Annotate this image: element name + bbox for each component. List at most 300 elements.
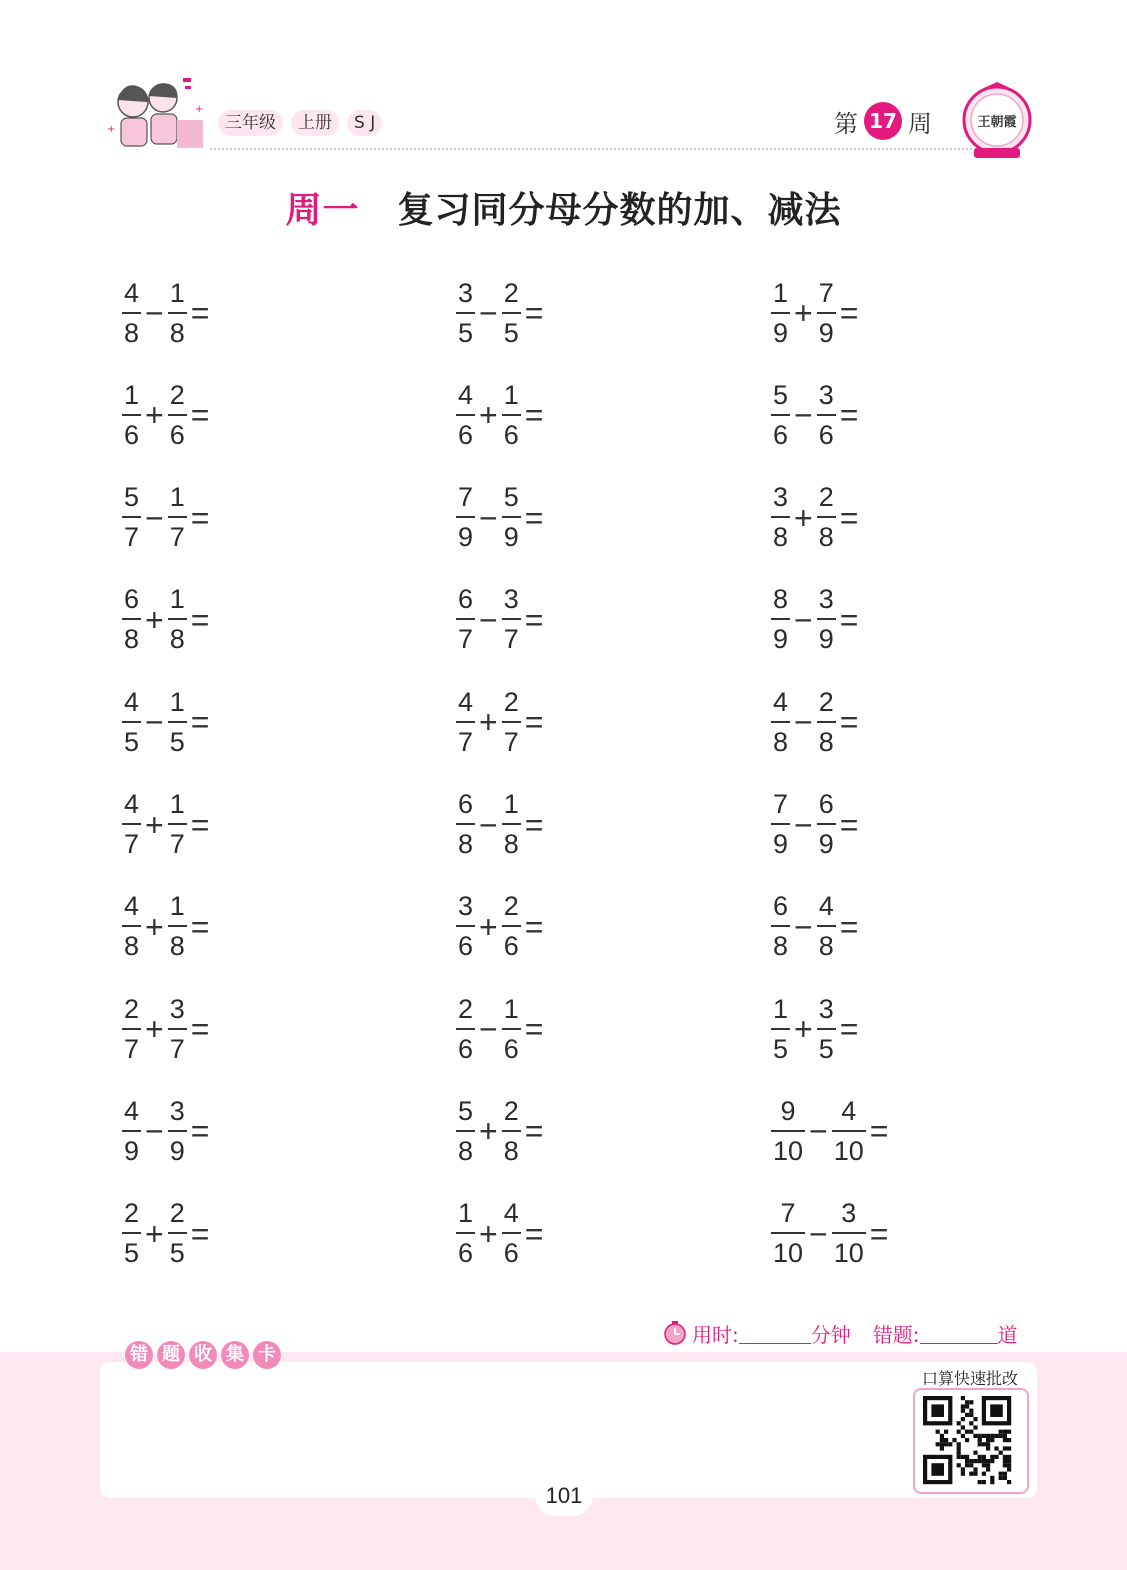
fraction-b — [168, 277, 187, 348]
numerator: 4 — [124, 277, 140, 308]
fraction-b — [817, 586, 836, 653]
operator: − — [794, 806, 813, 843]
numerator: 7 — [773, 789, 789, 819]
denominator: 10 — [773, 1238, 804, 1269]
fraction-a — [456, 791, 475, 858]
denominator: 7 — [169, 1033, 185, 1064]
numerator: 3 — [841, 1198, 857, 1229]
numerator: 2 — [124, 1198, 140, 1229]
fraction-a — [456, 379, 475, 450]
numerator: 4 — [458, 379, 474, 410]
fraction-a — [122, 277, 141, 348]
fraction-a — [122, 1200, 141, 1267]
denominator: 10 — [773, 1135, 804, 1166]
denominator: 9 — [773, 829, 789, 859]
numerator: 1 — [169, 584, 185, 615]
fraction-b — [168, 586, 187, 653]
denominator: 8 — [818, 522, 834, 553]
denominator: 8 — [773, 726, 789, 757]
time-unit: 分钟 — [810, 1322, 851, 1347]
numerator: 3 — [503, 584, 519, 615]
fraction-b — [817, 893, 836, 960]
numerator: 3 — [818, 379, 834, 410]
denominator: 7 — [169, 829, 185, 859]
time-label: 用时: — [692, 1322, 739, 1347]
fraction-b — [502, 1095, 521, 1166]
fraction-a — [456, 993, 475, 1064]
fraction-a — [122, 686, 141, 757]
grade-tags — [218, 110, 382, 136]
errors-unit: 道 — [997, 1322, 1018, 1347]
equals-sign: = — [190, 908, 210, 945]
operator: − — [794, 397, 813, 434]
fraction-problem — [122, 372, 209, 458]
fraction-b — [502, 893, 521, 960]
operator: + — [794, 295, 813, 331]
fraction-problem — [771, 475, 858, 561]
denominator: 8 — [124, 317, 140, 348]
fraction-problem — [771, 884, 858, 970]
numerator: 2 — [169, 1198, 185, 1229]
denominator: 9 — [503, 522, 519, 553]
numerator: 3 — [818, 584, 834, 615]
equals-sign: = — [524, 601, 544, 638]
numerator: 4 — [458, 686, 474, 717]
card-label-char: 题 — [156, 1340, 186, 1370]
denominator: 6 — [458, 931, 474, 962]
numerator: 2 — [169, 379, 185, 410]
equals-sign: = — [524, 806, 544, 843]
denominator: 7 — [503, 726, 519, 757]
equals-sign: = — [839, 704, 859, 741]
operator: + — [794, 1011, 813, 1048]
fraction-problem — [456, 679, 543, 765]
week-suffix: 周 — [908, 109, 932, 138]
fraction-a — [122, 484, 141, 551]
operator: − — [479, 295, 498, 331]
qr-code-icon — [923, 1396, 1019, 1486]
fraction-problem — [771, 1088, 888, 1174]
numerator: 5 — [124, 482, 140, 513]
fraction-b — [502, 791, 521, 858]
equals-sign: = — [190, 601, 210, 638]
denominator: 8 — [124, 931, 140, 962]
numerator: 2 — [503, 1095, 519, 1126]
operator: − — [479, 499, 498, 536]
numerator: 5 — [503, 482, 519, 513]
denominator: 9 — [818, 624, 834, 655]
week-number-badge: 17 — [864, 102, 902, 140]
operator: − — [794, 601, 813, 638]
denominator: 5 — [169, 1238, 185, 1269]
operator: + — [145, 397, 164, 434]
qr-frame — [913, 1388, 1029, 1494]
numerator: 4 — [124, 1095, 140, 1126]
equals-sign: = — [190, 806, 210, 843]
denominator: 9 — [818, 829, 834, 859]
numerator: 5 — [773, 379, 789, 410]
week-prefix: 第 — [834, 109, 858, 138]
equals-sign: = — [839, 601, 859, 638]
edition-tag: S J — [347, 110, 382, 136]
denominator: 6 — [458, 1033, 474, 1064]
fraction-b — [168, 1200, 187, 1267]
operator: + — [479, 1215, 498, 1252]
numerator: 1 — [169, 789, 185, 819]
denominator: 6 — [124, 419, 140, 450]
fraction-a — [771, 484, 790, 551]
numerator: 7 — [780, 1198, 796, 1229]
denominator: 7 — [458, 624, 474, 655]
equals-sign: = — [524, 1011, 544, 1048]
fraction-b — [502, 277, 521, 348]
operator: + — [145, 806, 164, 843]
numerator: 6 — [773, 891, 789, 922]
equals-sign: = — [190, 1011, 210, 1048]
week-indicator — [834, 100, 932, 142]
equals-sign: = — [839, 1011, 859, 1048]
fraction-a — [122, 379, 141, 450]
denominator: 8 — [773, 931, 789, 962]
fraction-a — [456, 1095, 475, 1166]
numerator: 5 — [458, 1095, 474, 1126]
numerator: 2 — [458, 993, 474, 1024]
fraction-problem — [456, 884, 543, 970]
numerator: 4 — [773, 686, 789, 717]
denominator: 5 — [503, 317, 519, 348]
numerator: 1 — [169, 686, 185, 717]
numerator: 6 — [818, 789, 834, 819]
numerator: 7 — [818, 277, 834, 308]
operator: − — [479, 806, 498, 843]
equals-sign: = — [524, 1215, 544, 1252]
denominator: 7 — [124, 522, 140, 553]
fraction-a — [771, 379, 790, 450]
denominator: 6 — [773, 419, 789, 450]
quick-grading-qr[interactable] — [910, 1366, 1030, 1492]
equals-sign: = — [839, 397, 859, 434]
equals-sign: = — [524, 1113, 544, 1150]
operator: + — [145, 1215, 164, 1252]
fraction-b — [502, 686, 521, 757]
svg-text:+: + — [195, 104, 204, 115]
stopwatch-icon — [662, 1320, 688, 1346]
svg-text:王朝霞: 王朝霞 — [977, 115, 1017, 130]
fraction-a — [771, 791, 790, 858]
fraction-b — [817, 686, 836, 757]
fraction-a — [456, 686, 475, 757]
fraction-b — [168, 791, 187, 858]
fraction-a — [122, 993, 141, 1064]
fraction-a — [771, 1200, 805, 1267]
equals-sign: = — [869, 1113, 889, 1150]
numerator: 2 — [503, 686, 519, 717]
denominator: 6 — [458, 1238, 474, 1269]
page-title — [0, 182, 1127, 233]
operator: − — [809, 1113, 828, 1150]
operator: + — [479, 1113, 498, 1150]
denominator: 9 — [458, 522, 474, 553]
fraction-problem — [122, 986, 209, 1072]
equals-sign: = — [190, 295, 210, 331]
denominator: 7 — [458, 726, 474, 757]
numerator: 3 — [458, 891, 474, 922]
card-label-char: 集 — [220, 1340, 250, 1370]
fraction-a — [771, 993, 790, 1064]
fraction-a — [456, 1200, 475, 1267]
numerator: 1 — [773, 277, 789, 308]
operator: + — [794, 499, 813, 536]
fraction-problem — [771, 679, 858, 765]
operator: − — [145, 704, 164, 741]
numerator: 2 — [818, 482, 834, 513]
fraction-a — [771, 893, 790, 960]
fraction-b — [817, 484, 836, 551]
numerator: 7 — [458, 482, 474, 513]
equals-sign: = — [524, 704, 544, 741]
denominator: 9 — [124, 1135, 140, 1166]
denominator: 5 — [169, 726, 185, 757]
fraction-problem — [122, 1088, 209, 1174]
numerator: 8 — [773, 584, 789, 615]
fraction-b — [168, 379, 187, 450]
fraction-a — [456, 277, 475, 348]
denominator: 7 — [124, 1033, 140, 1064]
numerator: 6 — [124, 584, 140, 615]
denominator: 8 — [818, 931, 834, 962]
numerator: 6 — [458, 789, 474, 819]
fraction-problem — [456, 372, 543, 458]
denominator: 8 — [124, 624, 140, 655]
fraction-b — [502, 484, 521, 551]
header-divider — [210, 148, 980, 150]
card-label-char: 收 — [188, 1340, 218, 1370]
equals-sign: = — [869, 1215, 889, 1252]
fraction-a — [122, 586, 141, 653]
fraction-problem — [456, 782, 543, 868]
page-number: 101 — [535, 1476, 593, 1516]
numerator: 3 — [169, 993, 185, 1024]
fraction-b — [168, 484, 187, 551]
operator: + — [145, 1011, 164, 1048]
operator: + — [145, 908, 164, 945]
fraction-a — [771, 586, 790, 653]
denominator: 8 — [458, 829, 474, 859]
fraction-a — [122, 1095, 141, 1166]
operator: − — [794, 704, 813, 741]
fraction-b — [832, 1200, 866, 1267]
equals-sign: = — [839, 295, 859, 331]
numerator: 3 — [458, 277, 474, 308]
denominator: 6 — [503, 1033, 519, 1064]
fraction-problem — [122, 679, 209, 765]
fraction-problem — [771, 372, 858, 458]
card-label-char: 卡 — [252, 1340, 282, 1370]
numerator: 1 — [169, 891, 185, 922]
denominator: 6 — [503, 419, 519, 450]
author-seal-logo — [960, 80, 1034, 162]
operator: − — [145, 295, 164, 331]
denominator: 8 — [818, 726, 834, 757]
fraction-problem — [456, 577, 543, 663]
denominator: 6 — [169, 419, 185, 450]
fraction-a — [456, 893, 475, 960]
denominator: 5 — [773, 1033, 789, 1064]
denominator: 10 — [833, 1238, 864, 1269]
numerator: 6 — [458, 584, 474, 615]
fraction-a — [771, 686, 790, 757]
denominator: 6 — [503, 1238, 519, 1269]
fraction-problem — [456, 1191, 543, 1277]
fraction-a — [122, 791, 141, 858]
svg-text:+: + — [107, 124, 116, 135]
fraction-problem — [771, 986, 858, 1072]
numerator: 1 — [458, 1198, 474, 1229]
equals-sign: = — [190, 499, 210, 536]
numerator: 9 — [780, 1095, 796, 1126]
equals-sign: = — [524, 499, 544, 536]
numerator: 4 — [124, 891, 140, 922]
operator: − — [145, 499, 164, 536]
fraction-b — [817, 791, 836, 858]
fraction-problem — [456, 270, 543, 356]
errors-answer-blank[interactable] — [920, 1323, 998, 1344]
equals-sign: = — [190, 1113, 210, 1150]
numerator: 1 — [169, 277, 185, 308]
equals-sign: = — [524, 397, 544, 434]
denominator: 9 — [773, 317, 789, 348]
numerator: 4 — [818, 891, 834, 922]
denominator: 6 — [818, 419, 834, 450]
fraction-b — [168, 686, 187, 757]
denominator: 8 — [169, 624, 185, 655]
fraction-problem — [122, 475, 209, 561]
equals-sign: = — [190, 704, 210, 741]
denominator: 9 — [169, 1135, 185, 1166]
fraction-problem — [771, 270, 858, 356]
numerator: 1 — [503, 993, 519, 1024]
numerator: 2 — [503, 277, 519, 308]
denominator: 9 — [773, 624, 789, 655]
time-and-errors-row — [662, 1318, 1018, 1348]
numerator: 1 — [169, 482, 185, 513]
numerator: 3 — [169, 1095, 185, 1126]
numerator: 1 — [773, 993, 789, 1024]
operator: − — [794, 908, 813, 945]
operator: − — [479, 1011, 498, 1048]
equals-sign: = — [190, 397, 210, 434]
numerator: 4 — [124, 686, 140, 717]
fraction-b — [817, 993, 836, 1064]
fraction-problem — [122, 782, 209, 868]
equals-sign: = — [190, 1215, 210, 1252]
fraction-a — [771, 277, 790, 348]
denominator: 8 — [458, 1135, 474, 1166]
fraction-problem — [771, 782, 858, 868]
denominator: 8 — [169, 931, 185, 962]
fraction-problem — [771, 1191, 888, 1277]
denominator: 8 — [503, 1135, 519, 1166]
numerator: 4 — [503, 1198, 519, 1229]
card-label-char: 错 — [124, 1340, 154, 1370]
children-illustration — [105, 68, 215, 158]
denominator: 5 — [124, 726, 140, 757]
operator: − — [145, 1113, 164, 1150]
volume-tag: 上册 — [291, 110, 339, 136]
qr-label: 口算快速批改 — [921, 1369, 1018, 1388]
mistake-card-label — [124, 1340, 282, 1370]
numerator: 2 — [124, 993, 140, 1024]
denominator: 10 — [833, 1135, 864, 1166]
operator: + — [479, 704, 498, 741]
equals-sign: = — [524, 295, 544, 331]
denominator: 7 — [124, 829, 140, 859]
fraction-a — [456, 484, 475, 551]
fraction-problem — [456, 986, 543, 1072]
equals-sign: = — [839, 499, 859, 536]
fraction-a — [122, 893, 141, 960]
fraction-b — [168, 993, 187, 1064]
fraction-problem — [456, 475, 543, 561]
fraction-b — [168, 1095, 187, 1166]
numerator: 3 — [773, 482, 789, 513]
equals-sign: = — [839, 908, 859, 945]
numerator: 1 — [503, 789, 519, 819]
time-answer-blank[interactable] — [739, 1323, 811, 1344]
fraction-problem — [122, 1191, 209, 1277]
fraction-problem — [122, 577, 209, 663]
title-topic: 复习同分母分数的加、减法 — [397, 190, 842, 231]
denominator: 7 — [503, 624, 519, 655]
operator: + — [145, 601, 164, 638]
fraction-b — [817, 379, 836, 450]
equals-sign: = — [839, 806, 859, 843]
numerator: 2 — [503, 891, 519, 922]
fraction-problem — [122, 270, 209, 356]
fraction-b — [502, 586, 521, 653]
fraction-problem — [771, 577, 858, 663]
fraction-b — [168, 893, 187, 960]
denominator: 8 — [503, 829, 519, 859]
operator: − — [479, 601, 498, 638]
fraction-b — [817, 277, 836, 348]
denominator: 8 — [169, 317, 185, 348]
operator: + — [479, 397, 498, 434]
denominator: 9 — [818, 317, 834, 348]
fraction-problem — [456, 1088, 543, 1174]
denominator: 5 — [818, 1033, 834, 1064]
fraction-b — [502, 379, 521, 450]
fraction-b — [502, 993, 521, 1064]
numerator: 4 — [841, 1095, 857, 1126]
numerator: 3 — [818, 993, 834, 1024]
operator: + — [479, 908, 498, 945]
fraction-a — [771, 1095, 805, 1166]
fraction-a — [456, 586, 475, 653]
denominator: 8 — [773, 522, 789, 553]
title-day: 周一 — [285, 190, 360, 231]
equals-sign: = — [524, 908, 544, 945]
fraction-b — [832, 1095, 866, 1166]
denominator: 5 — [458, 317, 474, 348]
denominator: 6 — [458, 419, 474, 450]
fraction-b — [502, 1200, 521, 1267]
errors-label: 错题: — [872, 1322, 920, 1347]
grade-tag: 三年级 — [218, 110, 283, 136]
denominator: 5 — [124, 1238, 140, 1269]
numerator: 4 — [124, 789, 140, 819]
fraction-problem — [122, 884, 209, 970]
